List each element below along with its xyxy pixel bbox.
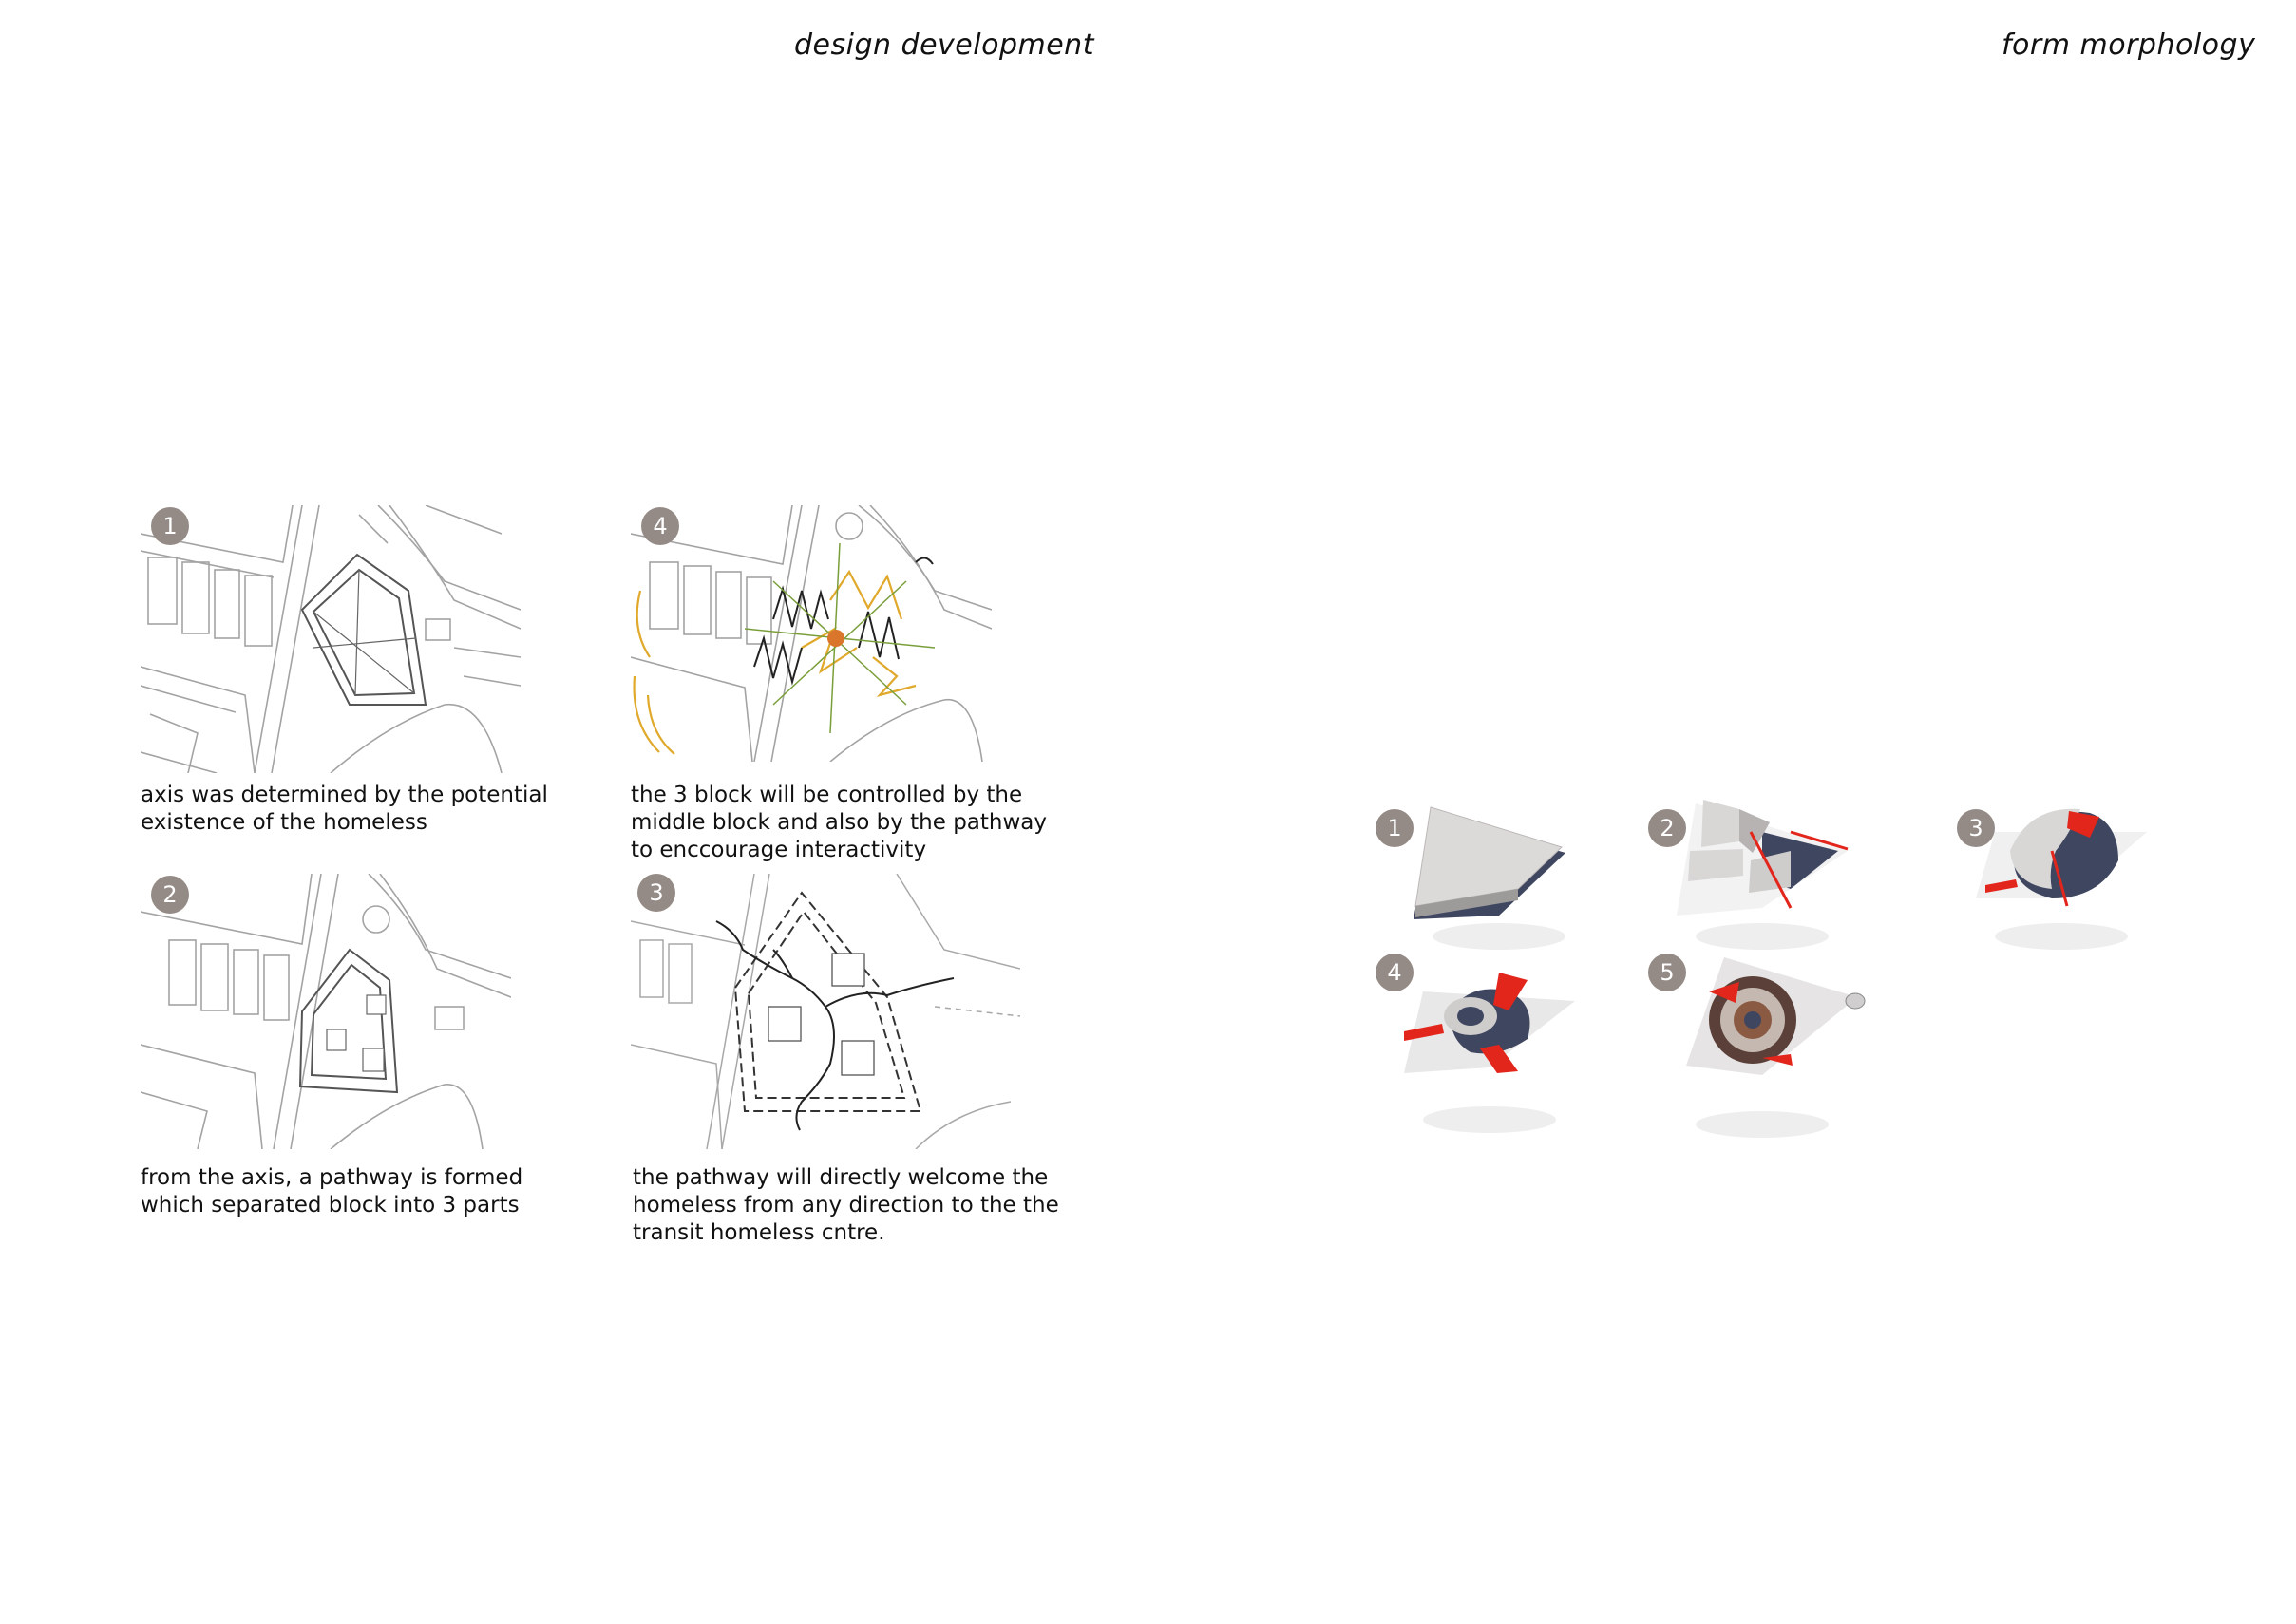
caption-4-line-2: middle block and also by the pathway [631, 810, 1047, 835]
caption-4-line-3: to enccourage interactivity [631, 838, 927, 862]
site-map-2 [141, 874, 511, 1149]
morph-step-2 [1648, 794, 1867, 959]
caption-2-line-2: which separated block into 3 parts [141, 1193, 520, 1218]
caption-4 [631, 782, 1047, 864]
caption-1-line-1: axis was determined by the potential [141, 783, 548, 807]
form-morphology-heading: form morphology [2002, 28, 2256, 62]
caption-2 [141, 1164, 522, 1219]
step-badge-4: 4 [641, 507, 679, 545]
caption-3-line-1: the pathway will directly welcome the [633, 1165, 1049, 1190]
site-sketch-3 [631, 874, 1020, 1149]
step-badge-1: 1 [151, 507, 189, 545]
caption-1 [141, 782, 548, 837]
morph-step-1 [1376, 794, 1594, 959]
step-badge-3: 3 [637, 874, 675, 912]
caption-1-line-2: existence of the homeless [141, 810, 427, 835]
site-map-3 [631, 874, 1020, 1149]
morph-badge-5: 5 [1648, 954, 1686, 991]
morph-badge-2: 2 [1648, 809, 1686, 847]
site-sketch-4 [631, 505, 992, 762]
design-development-heading: design development [794, 28, 1094, 62]
morph-badge-1: 1 [1376, 809, 1414, 847]
morph-badge-3: 3 [1957, 809, 1995, 847]
site-sketch-1 [141, 505, 521, 773]
morph-step-3 [1957, 794, 2175, 959]
caption-2-line-1: from the axis, a pathway is formed [141, 1165, 523, 1190]
site-map-1 [141, 505, 521, 773]
step-badge-2: 2 [151, 876, 189, 914]
caption-3 [633, 1164, 1059, 1247]
morph-badge-4: 4 [1376, 954, 1414, 991]
caption-3-line-3: transit homeless cntre. [633, 1220, 885, 1245]
caption-4-line-1: the 3 block will be controlled by the [631, 783, 1023, 807]
site-map-4 [631, 505, 992, 762]
morph-step-4 [1376, 954, 1594, 1147]
morph-step-5 [1648, 954, 1867, 1147]
caption-3-line-2: homeless from any direction to the the [633, 1193, 1059, 1218]
site-sketch-2 [141, 874, 511, 1149]
